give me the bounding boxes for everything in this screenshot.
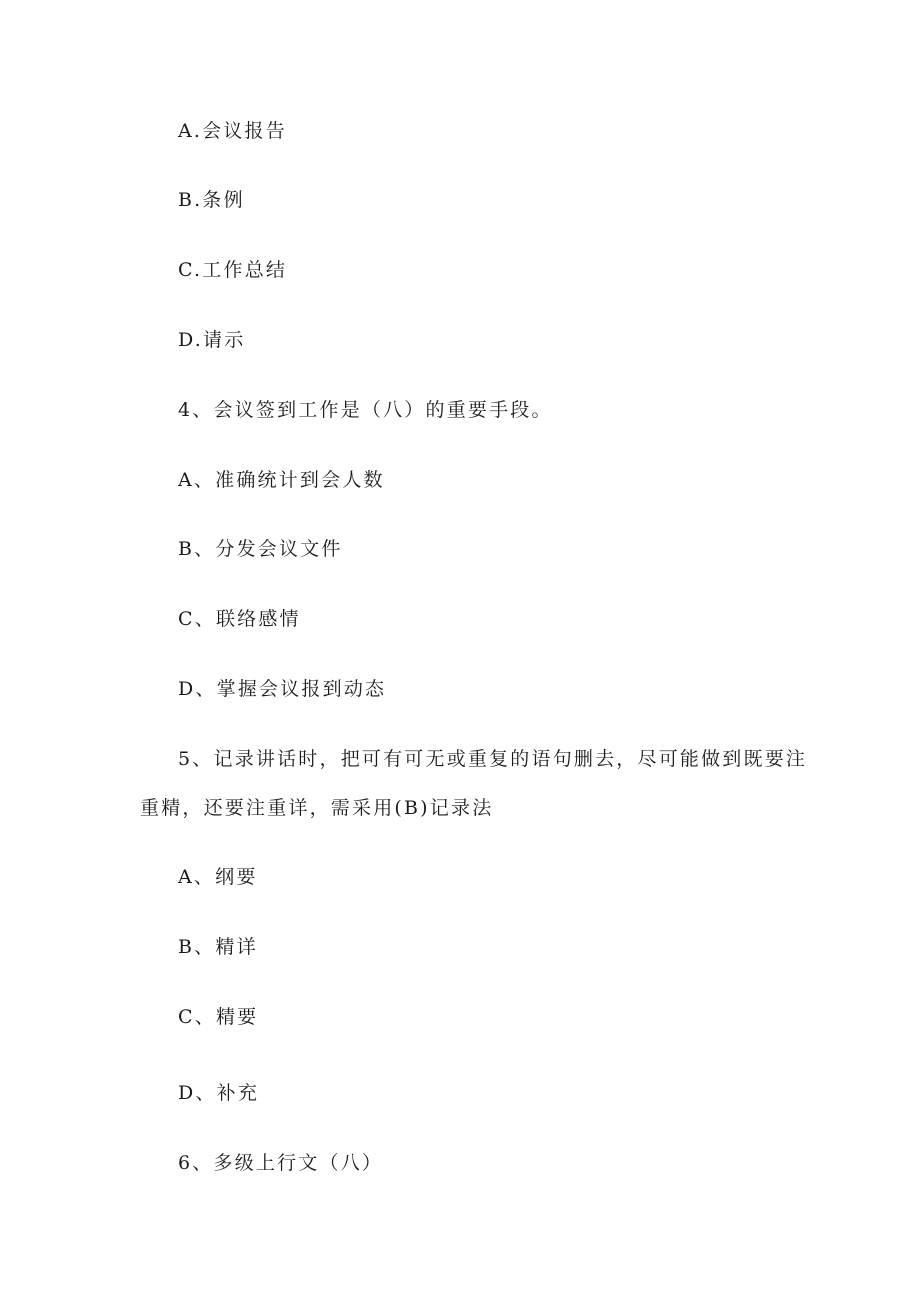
q4-option-c: C、联络感情	[178, 608, 301, 630]
question-6: 6、多级上行文（八）	[178, 1152, 384, 1174]
q4-option-d: D、掌握会议报到动态	[178, 678, 387, 700]
option-a-meeting-report: A.会议报告	[178, 120, 287, 142]
question-5-line-1: 5、记录讲话时，把可有可无或重复的语句删去，尽可能做到既要注	[178, 748, 808, 770]
question-5-line-2: 重精，还要注重详，需采用(B)记录法	[140, 797, 494, 819]
option-c-work-summary: C.工作总结	[178, 259, 288, 281]
q5-option-d: D、补充	[178, 1082, 260, 1104]
question-4: 4、会议签到工作是（八）的重要手段。	[178, 399, 553, 421]
q5-option-b: B、精详	[178, 936, 258, 958]
q5-option-c: C、精要	[178, 1006, 259, 1028]
q4-option-a: A、准确统计到会人数	[178, 469, 385, 491]
option-d-request: D.请示	[178, 329, 246, 351]
option-b-regulations: B.条例	[178, 189, 245, 211]
q4-option-b: B、分发会议文件	[178, 538, 343, 560]
q5-option-a: A、纲要	[178, 866, 258, 888]
